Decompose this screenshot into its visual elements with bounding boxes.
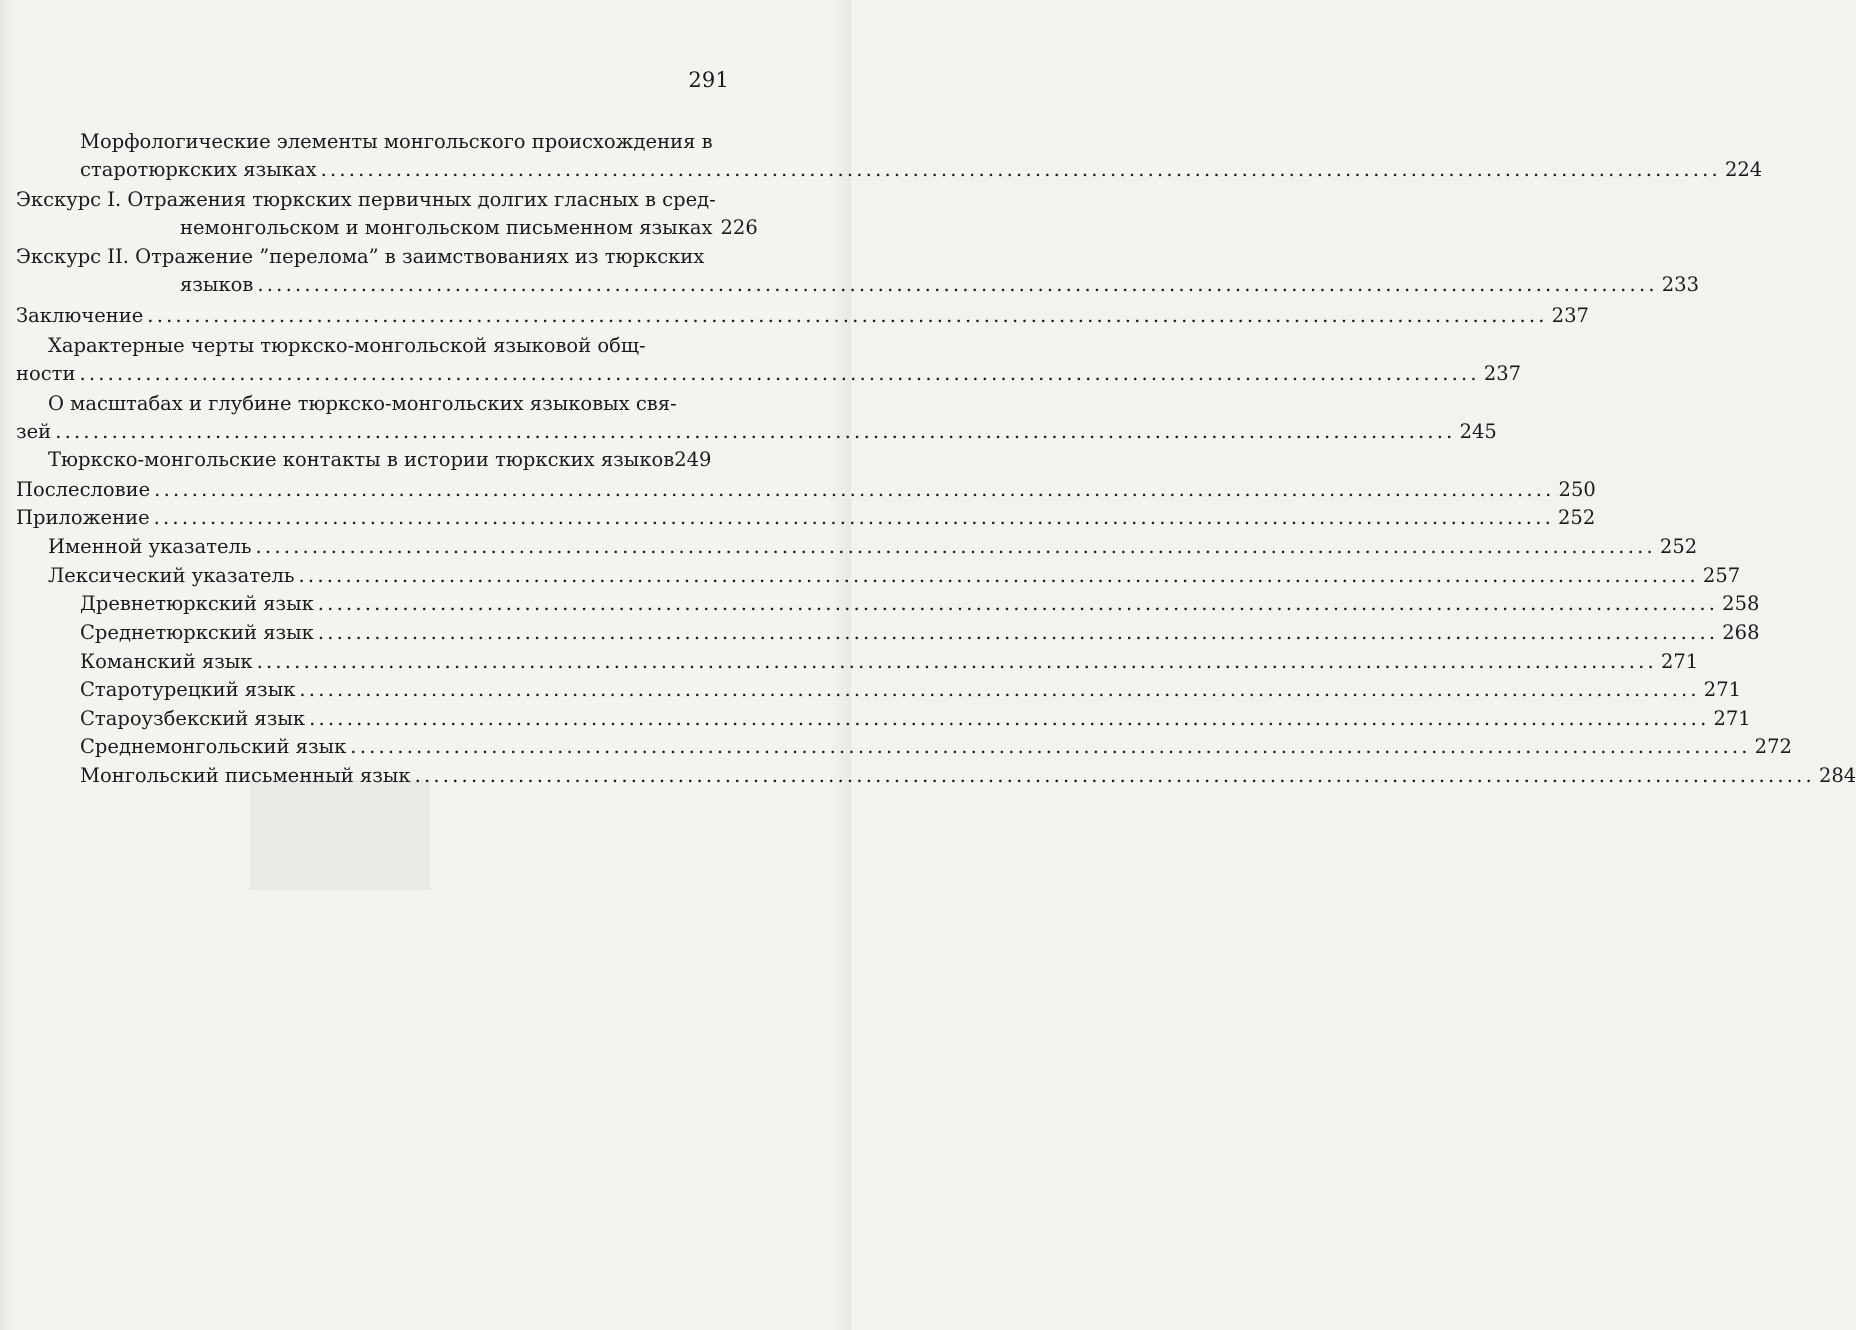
toc-entry <box>80 619 1760 647</box>
toc-entry <box>48 533 1698 561</box>
leader-dots: ..................................................................................................................................................... <box>320 158 1721 181</box>
leader-dots: ..................................................................................................................................................... <box>255 535 1656 558</box>
leader-dots: ..................................................................................................................................................... <box>79 362 1480 385</box>
toc-entry-title-line: Заключение <box>16 304 144 327</box>
toc-entry <box>16 390 1497 446</box>
toc-page-number: 271 <box>1703 678 1742 701</box>
leader-dots: ..................................................................................................................................................... <box>55 420 1456 443</box>
toc-entry <box>16 243 1699 299</box>
toc-entry-title-line: зей <box>16 420 52 443</box>
toc-entry-title-line: Характерные черты тюркско-монгольской языковой общ- <box>48 334 646 357</box>
leader-dots: ..................................................................................................................................................... <box>350 735 1751 758</box>
toc-entry-title-line: Экскурс II. Отражение ”перелома” в заимствованиях из тюркских <box>16 245 705 268</box>
toc-entry-title-line: старотюркских языках <box>80 158 317 181</box>
toc-page-number: 249 <box>674 448 712 471</box>
page-number: 291 <box>688 68 729 92</box>
toc-entry-title-line: Морфологические элементы монгольского происхождения в <box>80 130 713 153</box>
leader-dots: ..................................................................................................................................................... <box>153 506 1554 529</box>
toc-page-number: 271 <box>1713 707 1751 730</box>
toc-entry <box>16 504 1596 532</box>
toc-entry-title-line: Экскурс I. Отражения тюркских первичных долгих гласных в сред- <box>16 188 716 211</box>
leader-dots: ..................................................................................................................................................... <box>414 764 1815 787</box>
toc-entry <box>16 302 1589 330</box>
toc-page-number: 271 <box>1660 650 1699 673</box>
toc-entry <box>16 186 758 242</box>
toc-entry <box>80 590 1760 618</box>
toc-page-number: 245 <box>1459 420 1497 443</box>
toc-page-number: 237 <box>1483 362 1522 385</box>
leader-dots: ..................................................................................................................................................... <box>317 592 1719 615</box>
leader-dots: ..................................................................................................................................................... <box>298 564 1699 587</box>
toc-entry-title-line: Тюркско-монгольские контакты в истории тюркских языков <box>48 448 675 471</box>
leader-dots: ..................................................................................................................................................... <box>147 304 1548 327</box>
toc-entry-title-line: Именной указатель <box>48 535 252 558</box>
toc-entry <box>80 733 1792 761</box>
leader-dots: ..................................................................................................................................................... <box>256 650 1657 673</box>
toc-entry-title-line: Послесловие <box>16 478 151 501</box>
toc-page-number: 233 <box>1661 273 1699 296</box>
toc-entry-title-line: немонгольском и монгольском письменном языках <box>180 216 713 239</box>
toc-page-number: 252 <box>1659 535 1698 558</box>
toc-page-number: 226 <box>720 216 758 239</box>
toc-page-number: 284 <box>1818 764 1856 787</box>
toc-page-number: 257 <box>1702 564 1741 587</box>
leader-dots: ..................................................................................................................................................... <box>309 707 1710 730</box>
toc-entry <box>80 676 1742 704</box>
toc-entry-title-line: Монгольский письменный язык <box>80 764 411 787</box>
show-through-block <box>250 780 430 890</box>
toc-entry <box>48 562 1741 590</box>
toc-entry <box>48 446 730 474</box>
toc-page-number: 237 <box>1551 304 1589 327</box>
toc-entry <box>16 476 1596 504</box>
toc-page-number: 272 <box>1754 735 1792 758</box>
toc-entry <box>80 128 1763 184</box>
toc-entry-title-line: Среднетюркский язык <box>80 621 314 644</box>
toc-page-number: 224 <box>1724 158 1763 181</box>
toc-entry-title-line: языков <box>180 273 254 296</box>
toc-page-number: 268 <box>1722 621 1760 644</box>
toc-entry-title-line: Староузбекский язык <box>80 707 306 730</box>
toc-entry-title-line: Старотурецкий язык <box>80 678 296 701</box>
toc-page-number: 252 <box>1558 506 1596 529</box>
toc-page-number: 250 <box>1558 478 1596 501</box>
toc-entry-title-line: ности <box>16 362 76 385</box>
leader-dots: ..................................................................................................................................................... <box>154 478 1555 501</box>
leader-dots: ..................................................................................................................................................... <box>299 678 1700 701</box>
toc-entry-title-line: О масштабах и глубине тюркско-монгольских языковых свя- <box>48 392 677 415</box>
toc-entry <box>80 762 1856 790</box>
toc-entry-title-line: Лексический указатель <box>48 564 295 587</box>
toc-entry <box>80 705 1751 733</box>
toc-entry-title-line: Древнетюркский язык <box>80 592 314 615</box>
leader-dots: ..................................................................................................................................................... <box>317 621 1719 644</box>
toc-entry <box>80 648 1699 676</box>
toc-entry <box>16 332 1522 388</box>
leader-dots: ..................................................................................................................................................... <box>257 273 1658 296</box>
toc-page-number: 258 <box>1722 592 1760 615</box>
toc-entry-title-line: Команский язык <box>80 650 253 673</box>
toc-entry-title-line: Среднемонгольский язык <box>80 735 347 758</box>
toc-entry-title-line: Приложение <box>16 506 150 529</box>
